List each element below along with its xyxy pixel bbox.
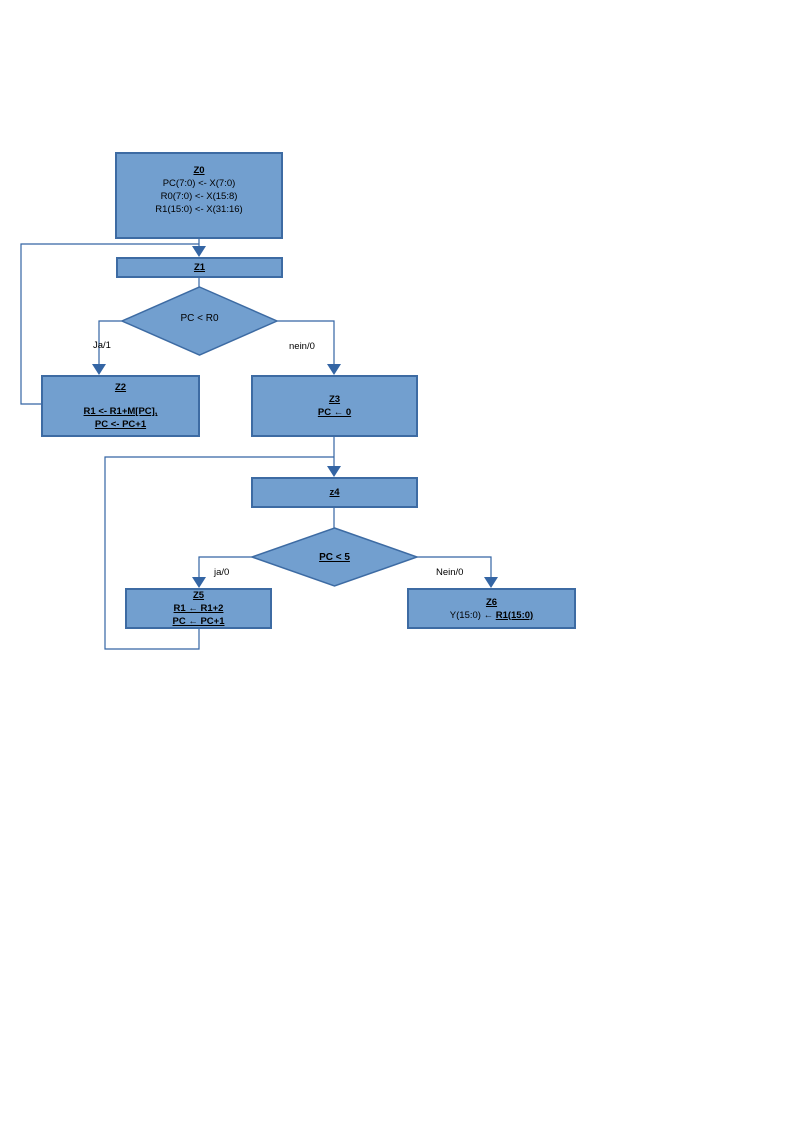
state-box-z4: [251, 477, 418, 508]
state-line: [450, 609, 533, 622]
state-title: Z5: [192, 590, 205, 601]
state-line: R1 ← R1+2: [173, 603, 224, 614]
state-box-z5: [125, 588, 272, 629]
state-line: PC ← PC+1: [172, 616, 225, 627]
state-box-z1: [116, 257, 283, 278]
state-box-z2: [41, 375, 200, 437]
state-line: R1 <- R1+M[PC],: [83, 406, 158, 417]
state-line: R0(7:0) <- X(15:8): [160, 191, 238, 202]
state-title: Z2: [114, 382, 127, 393]
edge-label-ja-1: Ja/1: [93, 340, 111, 351]
state-title: Z3: [328, 394, 341, 405]
decision-label-pc-lt-5: [252, 528, 417, 586]
state-title: Z6: [485, 596, 498, 608]
arrowhead-into-z6: [484, 577, 498, 588]
state-line-value: R1(15:0): [495, 609, 534, 621]
edge-label-ja-0: ja/0: [214, 567, 230, 578]
arrowhead-into-z2: [92, 364, 106, 375]
arrowhead-into-z1: [192, 246, 206, 257]
state-line: R1(15:0) <- X(31:16): [155, 204, 243, 215]
state-title: Z0: [193, 165, 205, 176]
edge-label-nein-0: nein/0: [289, 341, 315, 352]
state-box-z3: [251, 375, 418, 437]
state-line-prefix: Y(15:0) ←: [449, 609, 494, 621]
arrowhead-into-z3: [327, 364, 341, 375]
decision-text: PC < R0: [180, 312, 219, 324]
arrowhead-into-z4: [327, 466, 341, 477]
state-title: Z1: [193, 262, 206, 273]
state-line: PC <- PC+1: [94, 419, 147, 430]
decision-label-pc-lt-r0: [122, 287, 277, 349]
state-title: z4: [329, 487, 340, 498]
state-box-z0: [115, 152, 283, 239]
edge-label-nein-0-lower: Nein/0: [436, 567, 464, 578]
state-line: PC ← 0: [317, 407, 352, 418]
state-line: PC(7:0) <- X(7:0): [162, 178, 236, 189]
decision-text: PC < 5: [319, 551, 350, 563]
arrowhead-into-z5: [192, 577, 206, 588]
state-box-z6: [407, 588, 576, 629]
